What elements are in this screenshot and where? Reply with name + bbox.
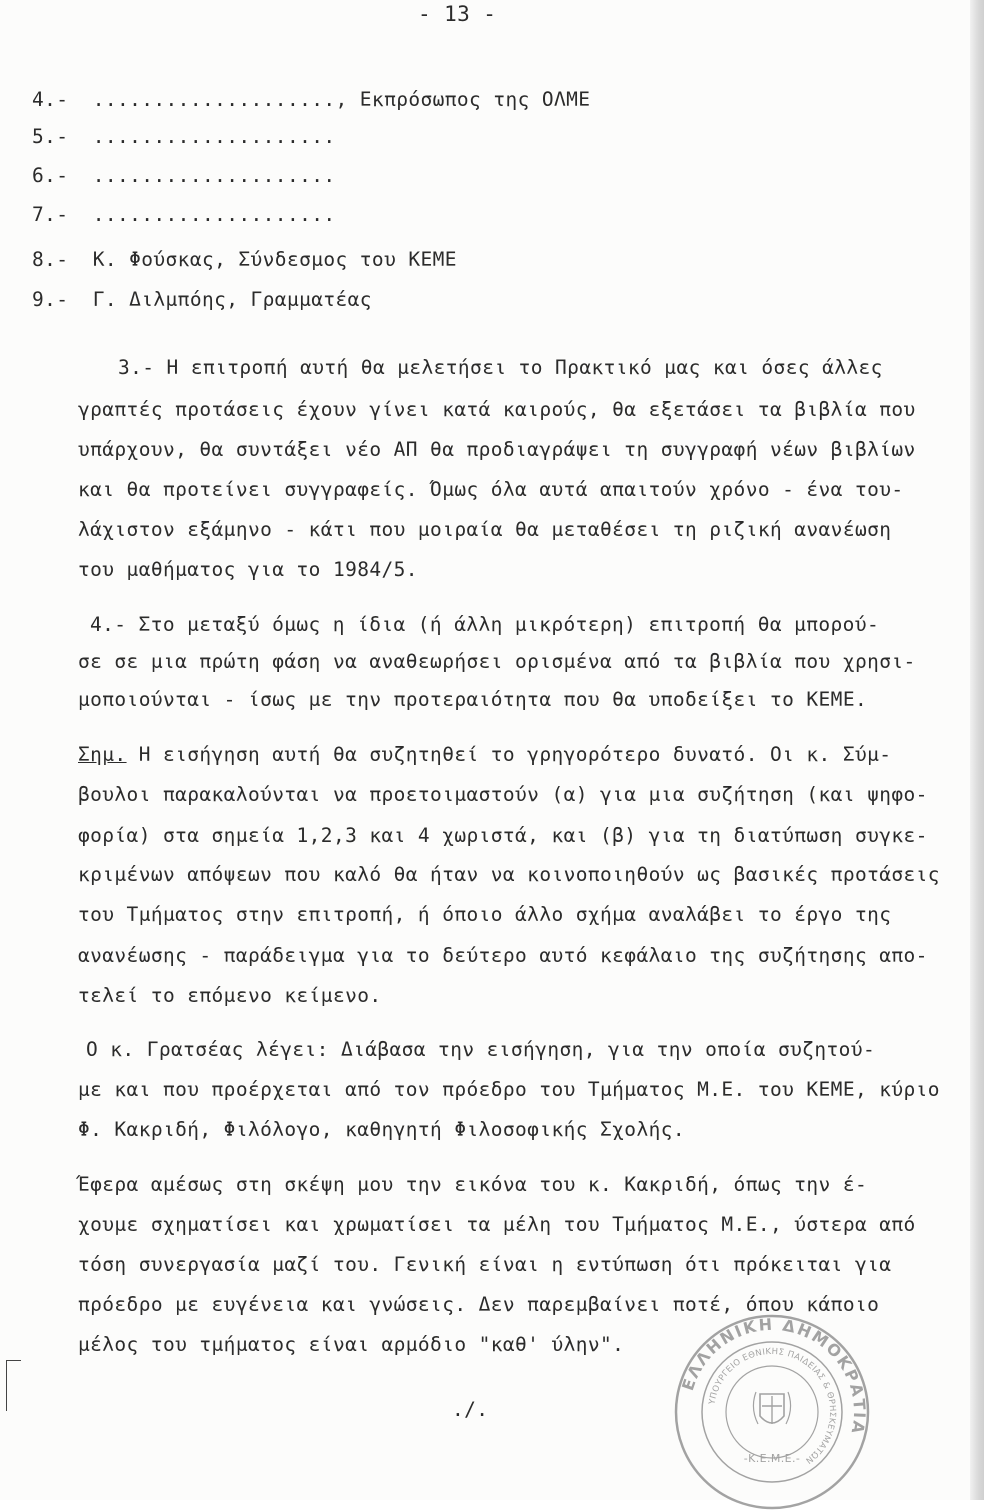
list-text: Κ. Φούσκας, Σύνδεσμος του ΚΕΜΕ [92, 248, 457, 271]
continuation-mark: ./. [452, 1398, 489, 1421]
margin-bracket-mark [6, 1360, 21, 1411]
gratseas-line: με και που προέρχεται από τον πρόεδρο του Τμήματος Μ.Ε. του ΚΕΜΕ, κύριο [78, 1078, 940, 1101]
paragraph-3-line: υπάρχουν, θα συντάξει νέο ΑΠ θα προδιαγράψει τη συγγραφή νέων βιβλίων [78, 438, 916, 461]
list-number: 7.- [32, 203, 69, 226]
stamp-outer-text: ΕΛΛΗΝΙΚΗ ΔΗΜΟΚΡΑΤΙΑ [678, 1314, 870, 1437]
note-line: του Τμήματος στην επιτροπή, ή όποιο άλλο σχήμα αναλάβει το έργο της [78, 903, 892, 926]
stamp-inner-text: ΥΠΟΥΡΓΕΙΟ ΕΘΝΙΚΗΣ ΠΑΙΔΕΙΑΣ & ΘΡΗΣΚΕΥΜΑΤΩΝ [707, 1346, 838, 1466]
list-text: .................... [92, 125, 336, 148]
paragraph-3-line: 3.- Η επιτροπή αυτή θα μελετήσει το Πρακτικό μας και όσες άλλες [118, 356, 883, 379]
paragraph-4-line: 4.- Στο μεταξύ όμως η ίδια (ή άλλη μικρότερη) επιτροπή θα μπορού- [90, 613, 880, 636]
note-line: φορία) στα σημεία 1,2,3 και 4 χωριστά, και (β) για τη διατύπωση συγκε- [78, 824, 928, 847]
page-number: - 13 - [418, 2, 497, 26]
page-edge-shadow [970, 0, 984, 1500]
note-line [78, 745, 891, 765]
paragraph-4-line: μοποιούνται - ίσως με την προτεραιότητα που θα υποδείξει το ΚΕΜΕ. [78, 688, 868, 711]
list-item [32, 205, 336, 225]
list-text: .................... [92, 164, 336, 187]
list-text: .................... [92, 203, 336, 226]
paragraph-3-line: του μαθήματος για το 1984/5. [78, 558, 418, 581]
note-line: ανανέωσης - παράδειγμα για το δεύτερο αυτό κεφάλαιο της συζήτησης απο- [78, 944, 928, 967]
list-item [32, 90, 590, 110]
list-number: 6.- [32, 164, 69, 187]
note-text: Η εισήγηση αυτή θα συζητηθεί το γρηγορότερο δυνατό. Οι κ. Σύμ- [126, 743, 892, 766]
gratseas-line: Ο κ. Γρατσέας λέγει: Διάβασα την εισήγηση, για την οποία συζητού- [86, 1038, 876, 1061]
list-item [32, 166, 336, 186]
official-stamp-icon [672, 1312, 872, 1512]
list-item [32, 250, 457, 270]
stamp-bottom-text: -Κ.Ε.Μ.Ε.- [743, 1452, 801, 1465]
paragraph-4-line: σε σε μια πρώτη φάση να αναθεωρήσει ορισμένα από τα βιβλία που χρησι- [78, 650, 916, 673]
note-line: βουλοι παρακαλούνται να προετοιμαστούν (α) για μια συζήτηση (και ψηφο- [78, 783, 928, 806]
efera-line: μέλος του τμήματος είναι αρμόδιο "καθ' ύλην". [78, 1333, 625, 1356]
list-text: ...................., Εκπρόσωπος της ΟΛΜΕ [92, 88, 591, 111]
efera-line: Έφερα αμέσως στη σκέψη μου την εικόνα του κ. Κακριδή, όπως την έ- [78, 1173, 868, 1196]
efera-line: τόση συνεργασία μαζί του. Γενική είναι η εντύπωση ότι πρόκειται για [78, 1253, 892, 1276]
efera-line: χουμε σχηματίσει και χρωματίσει τα μέλη του Τμήματος Μ.Ε., ύστερα από [78, 1213, 916, 1236]
note-line: κριμένων απόψεων που καλό θα ήταν να κοινοποιηθούν ως βασικές προτάσεις [78, 863, 940, 886]
list-text: Γ. Διλμπόης, Γραμματέας [92, 288, 372, 311]
paragraph-3-line: γραπτές προτάσεις έχουν γίνει κατά καιρούς, θα εξετάσει τα βιβλία που [78, 398, 916, 421]
note-label: Σημ. [78, 743, 127, 766]
paragraph-3-line: λάχιστον εξάμηνο - κάτι που μοιραία θα μεταθέσει τη ριζική ανανέωση [78, 518, 892, 541]
paragraph-3-line: και θα προτείνει συγγραφείς. Όμως όλα αυτά απαιτούν χρόνο - ένα του- [78, 478, 904, 501]
note-line: τελεί το επόμενο κείμενο. [78, 984, 382, 1007]
list-number: 8.- [32, 248, 69, 271]
svg-text:ΕΛΛΗΝΙΚΗ ΔΗΜΟΚΡΑΤΙΑ [678, 1315, 869, 1437]
list-item [32, 290, 372, 310]
gratseas-line: Φ. Κακριδή, Φιλόλογο, καθηγητή Φιλοσοφικής Σχολής. [78, 1118, 685, 1141]
list-number: 4.- [32, 88, 69, 111]
list-number: 9.- [32, 288, 69, 311]
efera-line: πρόεδρο με ευγένεια και γνώσεις. Δεν παρεμβαίνει ποτέ, όπου κάποιο [78, 1293, 880, 1316]
list-item [32, 127, 336, 147]
list-number: 5.- [32, 125, 69, 148]
